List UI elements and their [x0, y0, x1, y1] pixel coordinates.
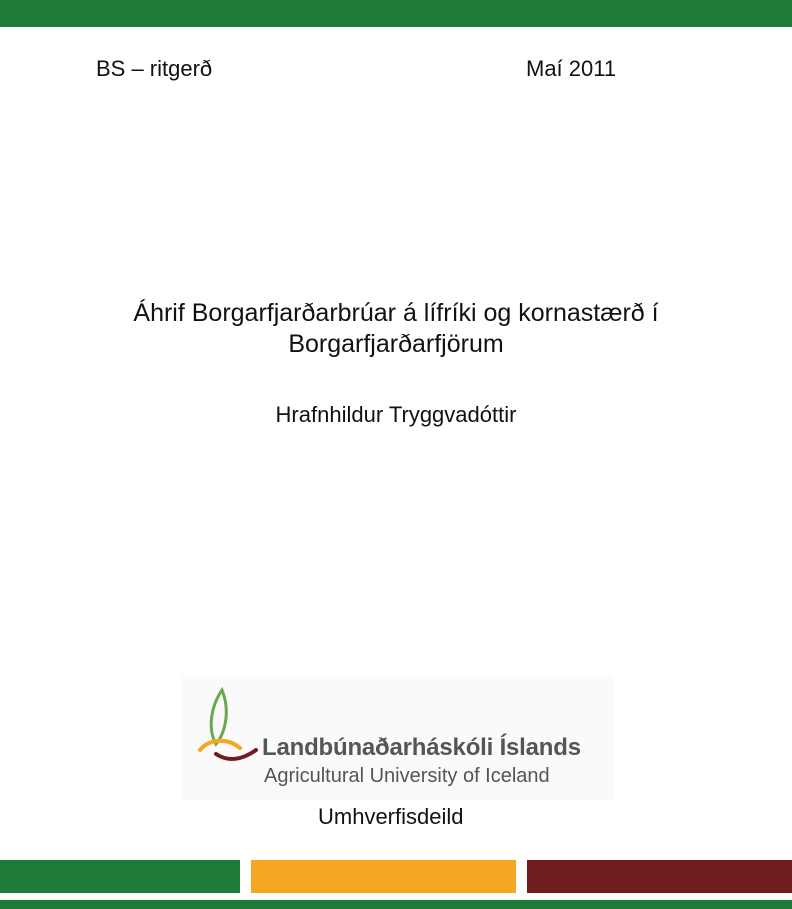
- department-name: Umhverfisdeild: [318, 804, 464, 829]
- thesis-date: Maí 2011: [526, 56, 617, 81]
- logo-name-icelandic: Landbúnaðarháskóli Íslands: [262, 734, 581, 761]
- thesis-title-line-2: Borgarfjarðarfjörum: [288, 330, 504, 358]
- bottom-green-line: [0, 900, 792, 909]
- sprout-leaf-icon: [196, 682, 266, 772]
- thesis-title-line-1: Áhrif Borgarfjarðarbrúar á lífríki og kornastærð í: [133, 299, 659, 327]
- footer-stripe-orange: [251, 860, 516, 893]
- logo-name-english: Agricultural University of Iceland: [264, 765, 550, 787]
- author-name: Hrafnhildur Tryggvadóttir: [275, 402, 517, 427]
- thesis-type: BS – ritgerð: [96, 56, 213, 81]
- thesis-title: [0, 298, 792, 360]
- footer-stripe-green: [0, 860, 240, 893]
- top-green-bar: [0, 0, 792, 27]
- university-logo: [182, 676, 614, 800]
- footer-stripe-red: [527, 860, 792, 893]
